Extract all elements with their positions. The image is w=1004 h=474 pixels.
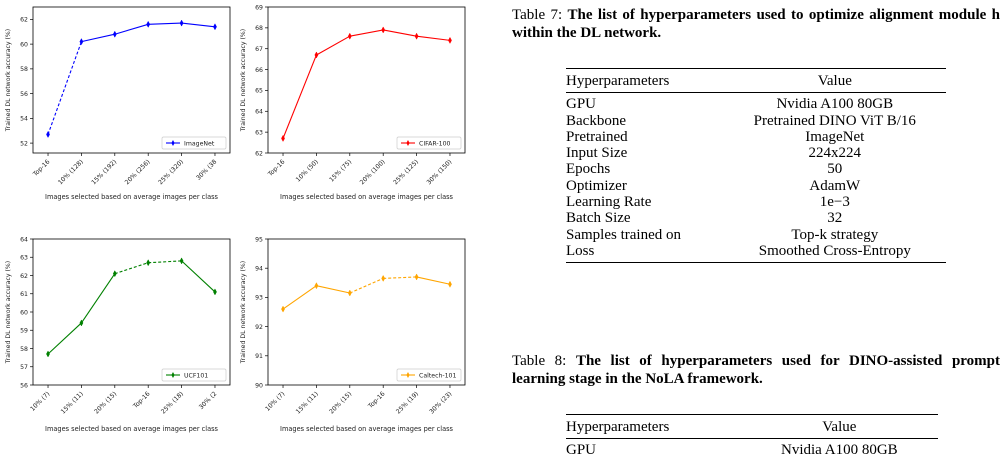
- x-tick-label: 25% (19): [394, 390, 420, 416]
- y-tick-label: 68: [255, 25, 263, 33]
- legend-label: Caltech-101: [419, 372, 457, 380]
- table7-param-cell: Input Size: [566, 145, 628, 162]
- x-tick-label: 10% (50): [294, 158, 320, 184]
- series-segment: [417, 36, 450, 40]
- y-tick-label: 91: [255, 353, 263, 361]
- table7-header-param: Hyperparameters: [566, 69, 724, 93]
- legend-label: CIFAR-100: [419, 140, 451, 148]
- y-tick-label: 59: [20, 327, 28, 335]
- table7-row: [566, 161, 946, 177]
- table7-row: [566, 129, 946, 145]
- x-tick-label: 10% (7): [29, 390, 52, 413]
- series-segment: [283, 55, 316, 138]
- table7-value-cell: Top-k strategy: [791, 226, 879, 243]
- y-tick-label: 63: [255, 129, 263, 137]
- table7-param-cell: Pretrained: [566, 128, 628, 145]
- table7-param-cell: Learning Rate: [566, 194, 652, 211]
- series-segment: [350, 278, 383, 293]
- y-axis-label: Trained DL network accuracy (%): [5, 28, 12, 132]
- legend-label: ImageNet: [184, 140, 215, 148]
- x-tick-label: 30% (23): [428, 390, 454, 416]
- legend-label: UCF101: [184, 372, 209, 380]
- table7-param-cell: Samples trained on: [566, 226, 681, 243]
- x-tick-label: 20% (15): [328, 390, 354, 416]
- table7-row: [566, 243, 946, 263]
- series-segment: [383, 30, 416, 36]
- y-tick-label: 54: [20, 115, 28, 123]
- table7-value-cell: Nvidia A100 80GB: [776, 96, 894, 113]
- table7: [566, 68, 946, 263]
- data-point-marker: [382, 27, 385, 33]
- x-tick-label: 25% (125): [392, 158, 420, 187]
- y-tick-label: 94: [255, 265, 263, 273]
- data-point-marker: [147, 260, 150, 266]
- plot-frame: [268, 239, 465, 385]
- y-tick-label: 67: [255, 46, 263, 54]
- x-tick-label: 15% (192): [90, 158, 119, 187]
- y-tick-label: 52: [20, 140, 28, 148]
- table7-row: [566, 93, 946, 113]
- x-axis-label: Images selected based on average images per class: [280, 425, 453, 433]
- tables-column: [508, 0, 1004, 474]
- table7-row: [566, 227, 946, 243]
- x-tick-label: 15% (11): [294, 390, 320, 416]
- data-point-marker: [382, 275, 385, 281]
- x-tick-label: 15% (75): [328, 158, 354, 184]
- table7-value-cell: 1e−3: [819, 194, 850, 211]
- series-segment: [383, 277, 416, 278]
- y-tick-label: 66: [255, 66, 263, 74]
- y-tick-label: 69: [255, 4, 263, 12]
- series-segment: [48, 323, 81, 354]
- series-segment: [316, 36, 349, 55]
- data-point-marker: [348, 290, 351, 296]
- y-tick-label: 62: [20, 272, 28, 280]
- x-tick-label: 30% (38: [195, 158, 219, 182]
- x-axis-label: Images selected based on average images per class: [280, 193, 453, 201]
- y-axis-label: Trained DL network accuracy (%): [5, 260, 12, 364]
- table8-header-value: Value: [741, 415, 938, 439]
- series-segment: [148, 23, 181, 24]
- table7-row: [566, 178, 946, 194]
- series-segment: [81, 274, 114, 323]
- x-axis-label: Images selected based on average images per class: [45, 425, 218, 433]
- data-point-marker: [415, 274, 418, 280]
- imagenet-accuracy-chart: [0, 0, 235, 237]
- table7-row: [566, 145, 946, 161]
- data-point-marker: [448, 37, 451, 43]
- series-segment: [48, 42, 81, 135]
- table7-caption: [512, 6, 1000, 42]
- x-tick-label: 25% (320): [157, 158, 185, 187]
- table7-row: [566, 194, 946, 210]
- x-tick-label: 10% (128): [56, 158, 85, 187]
- table8-row: [566, 439, 938, 462]
- series-segment: [115, 24, 148, 34]
- x-tick-label: Top-16: [266, 158, 287, 178]
- table7-param-cell: Batch Size: [566, 210, 631, 227]
- data-point-marker: [348, 33, 351, 39]
- y-tick-label: 60: [20, 41, 28, 49]
- x-tick-label: Top-16: [132, 390, 152, 410]
- x-tick-label: 30% (2: [197, 390, 219, 412]
- table7-value-cell: 224x224: [808, 145, 862, 162]
- table7-header-value: Value: [724, 69, 946, 93]
- y-tick-label: 62: [20, 16, 28, 24]
- data-point-marker: [147, 21, 150, 27]
- y-tick-label: 90: [255, 382, 263, 390]
- table8: [566, 414, 938, 462]
- ucf101-accuracy-chart: [0, 232, 235, 469]
- series-segment: [182, 23, 215, 27]
- x-tick-label: 10% (7): [264, 390, 287, 413]
- y-tick-label: 92: [255, 323, 263, 331]
- x-tick-label: 20% (256): [123, 158, 152, 187]
- x-tick-label: Top-16: [367, 390, 387, 410]
- table7-value-cell: 50: [827, 161, 843, 178]
- series-segment: [115, 263, 148, 274]
- data-point-marker: [281, 306, 284, 312]
- plot-frame: [33, 239, 230, 385]
- table8-title: The list of hyperparameters used for DINO-assisted prompt learning stage in the NoLA framework.: [512, 353, 1001, 387]
- table8-caption: [512, 352, 1000, 388]
- table7-param-cell: Epochs: [566, 161, 611, 178]
- table7-row: [566, 210, 946, 226]
- y-tick-label: 95: [255, 236, 263, 244]
- data-point-marker: [415, 33, 418, 39]
- y-tick-label: 57: [20, 364, 28, 372]
- series-segment: [350, 30, 383, 36]
- table8-value-cell: Nvidia A100 80GB: [781, 442, 898, 459]
- x-tick-label: Top-16: [31, 158, 52, 178]
- table8-body: [566, 439, 938, 462]
- table7-title: The list of hyperparameters used to optimize alignment module h within the DL network.: [512, 7, 1001, 41]
- series-segment: [148, 261, 181, 263]
- series-segment: [182, 261, 215, 292]
- y-tick-label: 56: [20, 90, 28, 98]
- x-axis-label: Images selected based on average images per class: [45, 193, 218, 201]
- figure-panel: [0, 0, 470, 474]
- cifar100-accuracy-chart: [235, 0, 470, 237]
- caltech101-accuracy-chart: [235, 232, 470, 469]
- x-tick-label: 15% (11): [59, 390, 85, 416]
- y-axis-label: Trained DL network accuracy (%): [240, 28, 247, 132]
- series-segment: [316, 286, 349, 293]
- table7-param-cell: GPU: [566, 96, 597, 113]
- table7-value-cell: ImageNet: [805, 128, 865, 145]
- table7-label: Table 7:: [512, 7, 563, 23]
- y-tick-label: 58: [20, 66, 28, 74]
- y-tick-label: 63: [20, 254, 28, 262]
- table7-value-cell: Smoothed Cross-Entropy: [758, 242, 911, 259]
- data-point-marker: [213, 289, 216, 295]
- table7-param-cell: Backbone: [566, 112, 626, 129]
- y-tick-label: 56: [20, 382, 28, 390]
- y-tick-label: 65: [255, 87, 263, 95]
- data-point-marker: [213, 24, 216, 30]
- x-tick-label: 20% (15): [93, 390, 119, 416]
- table7-param-cell: Loss: [566, 242, 595, 259]
- table7-value-cell: Pretrained DINO ViT B/16: [753, 112, 916, 129]
- table7-body: [566, 93, 946, 263]
- table7-param-cell: Optimizer: [566, 177, 627, 194]
- series-segment: [81, 34, 114, 41]
- table8-param-cell: GPU: [566, 442, 597, 459]
- x-tick-label: 25% (18): [159, 390, 185, 416]
- y-axis-label: Trained DL network accuracy (%): [240, 260, 247, 364]
- x-tick-label: 20% (100): [358, 158, 387, 187]
- y-tick-label: 64: [20, 236, 28, 244]
- y-tick-label: 58: [20, 345, 28, 353]
- data-point-marker: [180, 258, 183, 264]
- table8-header-param: Hyperparameters: [566, 415, 741, 439]
- table8-label: Table 8:: [512, 353, 567, 369]
- x-tick-label: 30% (150): [425, 158, 454, 187]
- y-tick-label: 64: [255, 108, 263, 116]
- table7-row: [566, 113, 946, 129]
- data-point-marker: [46, 351, 49, 357]
- data-point-marker: [113, 31, 116, 37]
- plot-frame: [268, 7, 465, 153]
- y-tick-label: 61: [20, 291, 28, 299]
- y-tick-label: 62: [255, 150, 263, 158]
- y-tick-label: 93: [255, 294, 263, 302]
- series-segment: [417, 277, 450, 284]
- y-tick-label: 60: [20, 309, 28, 317]
- series-segment: [283, 286, 316, 309]
- data-point-marker: [315, 283, 318, 289]
- table7-value-cell: AdamW: [809, 177, 861, 194]
- data-point-marker: [448, 281, 451, 287]
- table7-value-cell: 32: [827, 210, 843, 227]
- data-point-marker: [180, 20, 183, 26]
